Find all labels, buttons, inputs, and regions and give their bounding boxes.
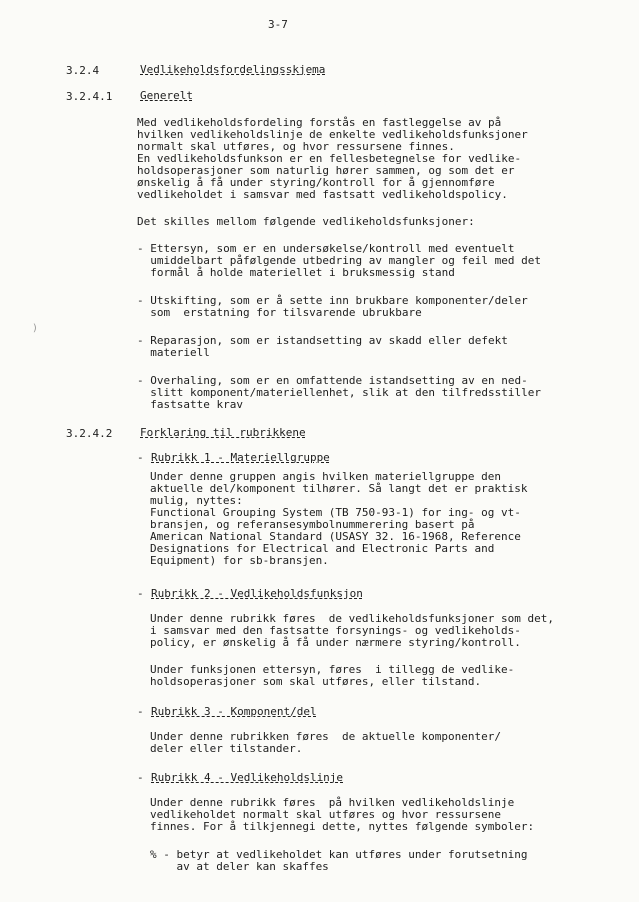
paragraph-line: Det skilles mellom følgende vedlikeholdsfunksjoner:	[137, 215, 475, 228]
paragraph-line: Designations for Electrical and Electronic Parts and	[150, 542, 495, 555]
subsection-number: 3.2.4.2	[66, 427, 113, 440]
paragraph-line: En vedlikeholdsfunkson er en fellesbetegnelse for vedlike-	[137, 152, 522, 165]
section-number: 3.2.4	[66, 64, 100, 77]
rubric-title: Rubrikk 2 - Vedlikeholdsfunksjon	[151, 587, 363, 600]
bullet-line: materiell	[137, 346, 210, 359]
paragraph-line: bransjen, og referansesymbolnummerering basert på	[150, 518, 475, 531]
paragraph-line: Med vedlikeholdsfordeling forstås en fastleggelse av på	[137, 116, 502, 129]
subsection-title: Forklaring til rubrikkene	[140, 426, 306, 439]
subsection-number: 3.2.4.1	[66, 90, 113, 103]
paragraph-line: vedlikeholdet normalt skal utføres og hvor ressursene	[150, 808, 501, 821]
page-number: 3-7	[268, 18, 288, 31]
paragraph-line: Under denne rubrikk føres på hvilken vedlikeholdslinje	[150, 796, 515, 809]
bullet-line: - Ettersyn, som er en undersøkelse/kontroll med eventuelt	[137, 242, 515, 255]
section-title: Vedlikeholdsfordelingsskjema	[140, 63, 326, 76]
paragraph-line: normalt skal utføres, og hvor ressursene finnes.	[137, 140, 455, 153]
rubric-title: Rubrikk 1 - Materiellgruppe	[151, 451, 330, 464]
rubric-dash: -	[137, 451, 144, 464]
paragraph-line: ønskelig å få under styring/kontroll for å gjennomføre	[137, 176, 495, 189]
paragraph-line: Functional Grouping System (TB 750-93-1) for ing- og vt-	[150, 506, 521, 519]
symbol-line: % - betyr at vedlikeholdet kan utføres under forutsetning	[150, 848, 528, 861]
paragraph-line: holdsoperasjoner som naturlig hører sammen, og som det er	[137, 164, 515, 177]
paragraph-line: policy, er ønskelig å få under nærmere styring/kontroll.	[150, 636, 521, 649]
subsection-title: Generelt	[140, 89, 193, 102]
paragraph-line: Under denne gruppen angis hvilken materiellgruppe den	[150, 470, 501, 483]
paragraph-line: vedlikeholdet i samsvar med fastsatt vedlikeholdspolicy.	[137, 188, 508, 201]
bullet-line: - Utskifting, som er å sette inn brukbare komponenter/deler	[137, 294, 528, 307]
rubric-dash: -	[137, 771, 144, 784]
paragraph-line: i samsvar med den fastsatte forsynings- og vedlikeholds-	[150, 624, 521, 637]
paragraph-line: holdsoperasjoner som skal utføres, eller tilstand.	[150, 675, 482, 688]
paragraph-line: deler eller tilstander.	[150, 742, 303, 755]
bullet-line: - Overhaling, som er en omfattende istandsetting av en ned-	[137, 374, 528, 387]
paragraph-line: aktuelle del/komponent tilhører. Så langt det er praktisk	[150, 482, 528, 495]
bullet-line: - Reparasjon, som er istandsetting av skadd eller defekt	[137, 334, 508, 347]
bullet-line: formål å holde materiellet i bruksmessig stand	[137, 266, 455, 279]
bullet-line: som erstatning for tilsvarende ubrukbare	[137, 306, 422, 319]
paragraph-line: finnes. For å tilkjennegi dette, nyttes følgende symboler:	[150, 820, 535, 833]
paragraph-line: Under funksjonen ettersyn, føres i tillegg de vedlike-	[150, 663, 515, 676]
bullet-line: umiddelbart påfølgende utbedring av mangler og feil med det	[137, 254, 541, 267]
symbol-line: av at deler kan skaffes	[150, 860, 329, 873]
paragraph-line: hvilken vedlikeholdslinje de enkelte vedlikeholdsfunksjoner	[137, 128, 528, 141]
rubric-title: Rubrikk 3 - Komponent/del	[151, 705, 317, 718]
rubric-dash: -	[137, 705, 144, 718]
scan-mark: )	[32, 323, 39, 334]
bullet-line: fastsatte krav	[137, 398, 243, 411]
paragraph-line: American National Standard (USASY 32. 16-1968, Reference	[150, 530, 521, 543]
bullet-line: slitt komponent/materiellenhet, slik at den tilfredsstiller	[137, 386, 541, 399]
paragraph-line: mulig, nyttes:	[150, 494, 243, 507]
paragraph-line: Equipment) for sb-bransjen.	[150, 554, 329, 567]
paragraph-line: Under denne rubrikken føres de aktuelle komponenter/	[150, 730, 501, 743]
rubric-title: Rubrikk 4 - Vedlikeholdslinje	[151, 771, 344, 784]
rubric-dash: -	[137, 587, 144, 600]
paragraph-line: Under denne rubrikk føres de vedlikeholdsfunksjoner som det,	[150, 612, 554, 625]
